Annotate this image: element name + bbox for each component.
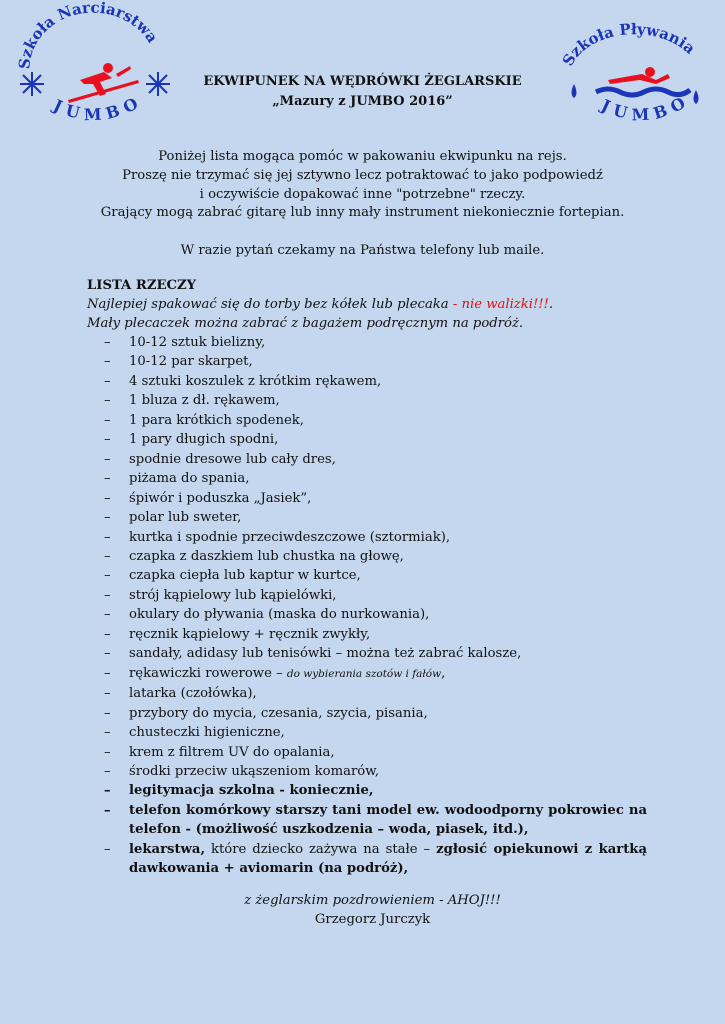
intro-line: i oczywiście dopakować inne "potrzebne" rzeczy.: [199, 186, 526, 202]
list-item: – ręcznik kąpielowy + ręcznik zwykły,: [104, 626, 371, 642]
document-subtitle: „Mazury z JUMBO 2016”: [272, 94, 453, 109]
list-title: LISTA RZECZY: [87, 278, 197, 293]
logo-left-top-text: Szkoła Narciarstwa: [15, 0, 162, 70]
intro-paragraph: [0, 148, 725, 261]
list-item-phone: – telefon komórkowy starszy tani model ew. wodoodporny pokrowiec na telefon - (możliwość uszkodzenia – woda, piasek, itd.),: [104, 802, 647, 838]
list-item: – czapka ciepła lub kaptur w kurtce,: [104, 568, 361, 584]
intro-line: Proszę nie trzymać się jej sztywno lecz potraktować to jako podpowiedź: [122, 167, 603, 183]
list-item: – 1 para krótkich spodenek,: [104, 412, 304, 428]
closing: [0, 891, 725, 929]
list-item: – 4 sztuki koszulek z krótkim rękawem,: [104, 373, 382, 389]
list-item: – strój kąpielowy lub kąpielówki,: [104, 587, 337, 603]
logo-left-bottom-text: JUMBO: [50, 90, 147, 125]
list-item: – latarka (czołówka),: [104, 686, 257, 702]
packing-note: Najlepiej spakować się do torby bez kółek lub plecaka - nie walizki!!!.: [87, 297, 554, 312]
list-item: – sandały, adidasy lub tenisówki – można też zabrać kalosze,: [104, 646, 522, 662]
list-item: – środki przeciw ukąszeniom komarów,: [104, 763, 380, 779]
list-item-school-id: – legitymacja szkolna - koniecznie,: [104, 783, 374, 799]
list-item-medicine: – lekarstwa, które dziecko zażywa na stałe – zgłosić opiekunowi z kartką dawkowania + aviomarin (na podróż),: [104, 841, 647, 877]
logo-right-bottom-text: JUMBO: [598, 90, 694, 125]
contact-line: W razie pytań czekamy na Państwa telefony lub maile.: [180, 243, 545, 259]
packing-list-section: [87, 276, 647, 879]
list-item: – 1 bluza z dł. rękawem,: [104, 393, 280, 409]
list-item: – chusteczki higieniczne,: [104, 725, 285, 741]
list-item: – piżama do spania,: [104, 471, 250, 487]
list-item: – 10-12 sztuk bielizny,: [104, 335, 266, 350]
list-item: – przybory do mycia, czesania, szycia, pisania,: [104, 705, 428, 721]
list-item: – spodnie dresowe lub cały dres,: [104, 451, 336, 467]
list-item: – śpiwór i poduszka „Jasiek”,: [104, 490, 312, 506]
list-item: – 1 pary długich spodni,: [104, 432, 279, 448]
list-item: – kurtka i spodnie przeciwdeszczowe (sztormiak),: [104, 529, 451, 545]
document-title: EKWIPUNEK NA WĘDRÓWKI ŻEGLARSKIE: [203, 74, 522, 89]
closing-greeting: z żeglarskim pozdrowieniem - AHOJ!!!: [244, 893, 501, 908]
backpack-note: Mały plecaczek można zabrać z bagażem podręcznym na podróż.: [87, 316, 524, 331]
list-item: – krem z filtrem UV do opalania,: [104, 744, 335, 760]
list-item: – okulary do pływania (maska do nurkowania),: [104, 607, 430, 623]
intro-line: Poniżej lista mogąca pomóc w pakowaniu ekwipunku na rejs.: [158, 149, 567, 164]
signature-name: Grzegorz Jurczyk: [314, 912, 431, 927]
list-item: – 10-12 par skarpet,: [104, 354, 253, 370]
list-item: – polar lub sweter,: [104, 510, 242, 526]
packing-list: [87, 333, 647, 879]
no-suitcase-warning: - nie walizki!!!: [448, 297, 549, 312]
intro-line: Grający mogą zabrać gitarę lub inny mały instrument niekoniecznie fortepian.: [100, 205, 625, 221]
list-item-gloves: – rękawiczki rowerowe – do wybierania szotów i fałów,: [104, 665, 446, 681]
document-header: [0, 72, 725, 112]
list-item: – czapka z daszkiem lub chustka na głowę,: [104, 548, 404, 564]
logo-right-top-text: Szkoła Pływania: [558, 20, 699, 70]
